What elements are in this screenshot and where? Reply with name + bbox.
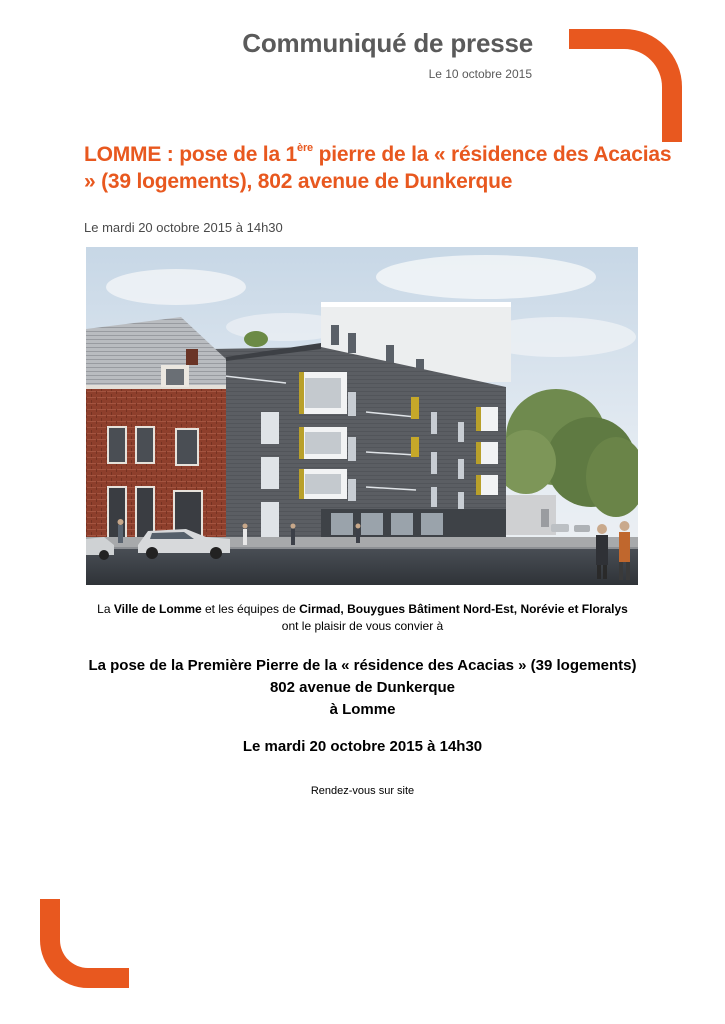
invitation-line-2: ont le plaisir de vous convier à	[281, 619, 444, 633]
event-title-line-2: à Lomme	[329, 701, 396, 718]
headline-part2: pierre de la « résidence des Acacias » (39 logements), 802 avenue de Dunkerque	[84, 143, 672, 193]
corner-bracket-top-right	[569, 29, 682, 142]
corner-bracket-bottom-left	[40, 899, 129, 988]
event-title	[80, 655, 645, 721]
press-release-date: Le 10 octobre 2015	[428, 67, 532, 81]
rendezvous-note: Rendez-vous sur site	[310, 785, 415, 797]
invitation-line-1	[0, 601, 725, 618]
event-title-line-1: La pose de la Première Pierre de la « résidence des Acacias » (39 logements) 802 avenue de Dunkerque	[88, 657, 637, 696]
invitation-et-les: et les équipes de	[201, 602, 300, 616]
event-subdate: Le mardi 20 octobre 2015 à 14h30	[84, 220, 283, 235]
invitation-la: La	[97, 602, 114, 616]
invitation-ville: Ville de Lomme	[113, 602, 202, 616]
invitation-text	[0, 601, 725, 635]
event-date: Le mardi 20 octobre 2015 à 14h30	[242, 738, 483, 755]
headline-part1: LOMME : pose de la 1	[84, 143, 298, 166]
invitation-partners: Cirmad, Bouygues Bâtiment Nord-Est, Norévie et Floralys	[299, 602, 628, 616]
headline	[84, 141, 684, 195]
building-rendering-image	[86, 247, 638, 585]
press-release-title: Communiqué de presse	[242, 28, 533, 58]
headline-superscript: ère	[297, 142, 313, 154]
